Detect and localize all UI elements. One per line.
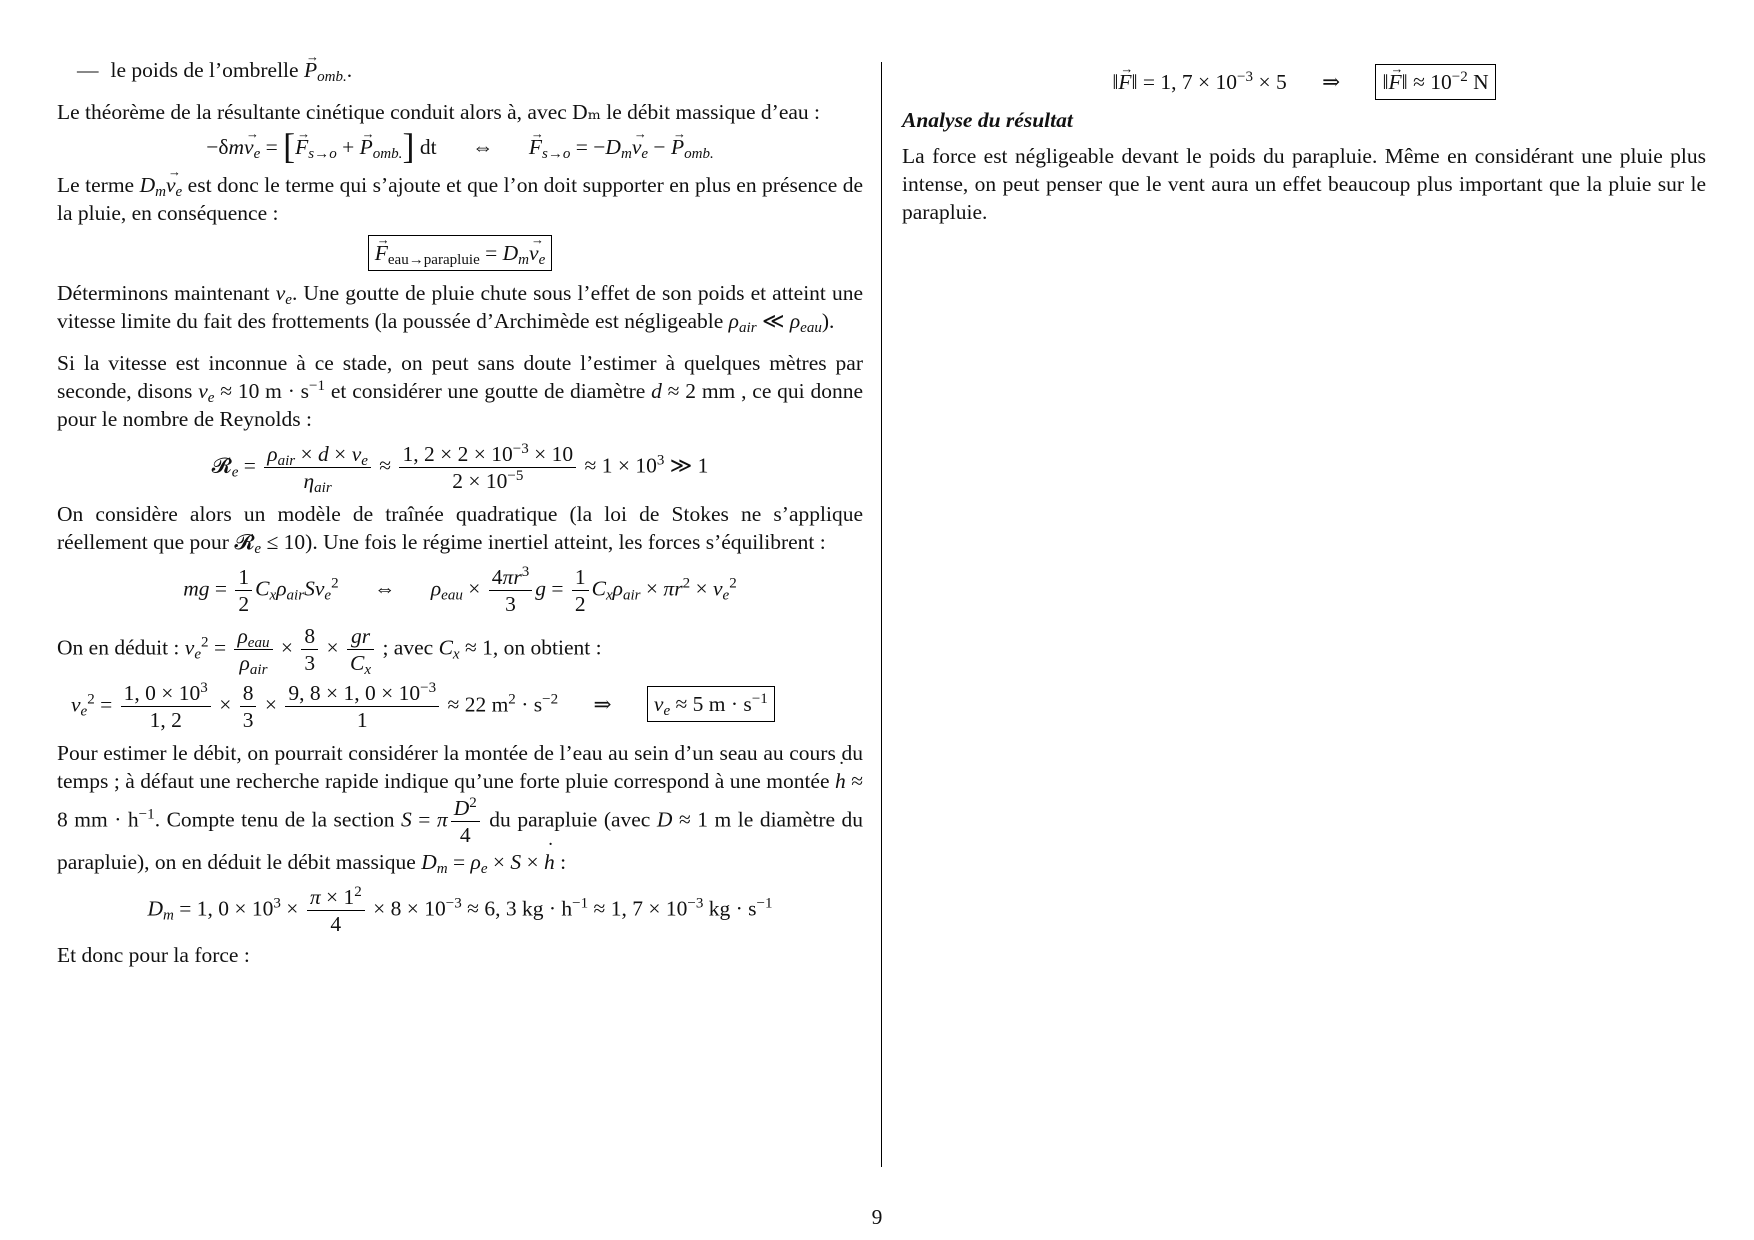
equation-vitesse-numerique: $v_e^2$ = $\frac{1, 0 \times 10^3}{1, 2}$ × $\frac{8}{3}$ × $\frac{9, 8 \times 1, 0 \times 10^{-3}}{1}$ ≈ 22 $m^2 \cdot s^{-2}$ ⇒ $v_e \approx 5$ $m \cdot s^{-1}$	[71, 680, 863, 733]
equation-resultante: $-\delta mv \to_e = [F \to_{s\to o} + P \to_{omb.}]$ dt ⇔ $F \to_{s\to o} = -D_mv \to_e - P \to_{omb.}$	[57, 132, 863, 161]
paragraph-debit: Pour estimer le débit, on pourrait considérer la montée de l’eau au sein d’un seau au cours du temps ; à défaut une recherche rapide indique qu’une forte pluie correspond à une montée h ˙ ≈ 8 mm · $h^{-1}$. Compte tenu de la section S = π $\frac{D^2}{4}$ du parapluie (avec D ≈ 1 m le diamètre du parapluie), on en déduit le débit massique $D_m = \rho_e \times S \times h$ ˙ :	[57, 739, 863, 876]
paragraph-deduit: On en déduit : $v_e^2$ = $\frac{\rho_{eau}}{\rho_{air}}$ × $\frac{8}{3}$ × $\frac{gr}{C_x}$ ; avec $C_x \approx 1$, on obtient :	[57, 624, 602, 678]
section-heading: Analyse du résultat	[902, 108, 1073, 132]
page-number: 9	[871, 1205, 883, 1229]
paragraph-vitesse: Si la vitesse est inconnue à ce stade, on peut sans doute l’estimer à quelques mètres par seconde, disons $v_e \approx 10$ $m \cdot s^{-1}$ et considérer une goutte de diamètre d ≈ 2 mm , ce qui donne pour le nombre de Reynolds :	[57, 351, 864, 431]
equation-equilibre: mg = $\frac{1}{2}$ $C_x\rho_{air}Sv_e^2$ ⇔ $\rho_{eau}$ × $\frac{4\pi r^3}{3}$ g = $\frac{1}{2}$ $C_x\rho_{air} \times \pi r^2 \times v_e^2$	[183, 564, 737, 616]
equation-force-finale: ‖F →‖ = 1, $7 \times 10^{-3} \times 5$ ⇒ ‖F →‖ ≈ $10^{-2}$ N	[902, 64, 1706, 100]
left-column	[57, 56, 863, 969]
paragraph-trainee: On considère alors un modèle de traînée quadratique (la loi de Stokes ne s’applique réellement que pour 𝓡$_e$ ≤ 10). Une fois le régime inertiel atteint, les forces s’équilibrent :	[57, 502, 863, 557]
paragraph-theoreme: Le théorème de la résultante cinétique conduit alors à, avec Dₘ le débit massique d’eau :	[57, 100, 820, 124]
equation-reynolds: 𝓡$_e$ = $\frac{\rho_{air} \times d \times v_e}{\eta_{air}}$ ≈ $\frac{1, 2 \times 2 \times 10^{-3} \times 10}{2 \times 10^{-5}}$ ≈ $1 \times 10^3$ ≫ 1	[211, 441, 709, 496]
list-item: — le poids de l’ombrelle $P \to_{omb.}$.	[57, 56, 863, 84]
column-divider	[881, 62, 882, 1167]
equation-debit-massique: $D_m = 1$, $0 \times 10^3$ × $\frac{\pi \times 1^2}{4}$ × $8 \times 10^{-3} \approx 6$, 3 kg · $h^{-1} \approx 1$, $7 \times 10^{-3}$ kg · $s^{-1}$	[147, 884, 773, 936]
paragraph-force: Et donc pour la force :	[57, 943, 250, 967]
paragraph-determinons: Déterminons maintenant $v_e$. Une goutte de pluie chute sous l’effet de son poids et atteint une vitesse limite du fait des frottements (la poussée d’Archimède est négligeable $\rho_{air}$ ≪ $\rho_{eau}$).	[57, 281, 864, 336]
paragraph-terme: Le terme $D_mv \to_e$ est donc le terme qui s’ajoute et que l’on doit supporter en plus en présence de la pluie, en conséquence :	[57, 171, 863, 227]
equation-force-eau-boxed: $F \to_{eau\to parapluie} = D_mv \to_e$	[57, 235, 863, 271]
right-column	[902, 60, 1706, 240]
paragraph-conclusion: La force est négligeable devant le poids du parapluie. Même en considérant une pluie plus intense, on peut penser que le vent aura un effet beaucoup plus important que la pluie sur le parapluie.	[902, 144, 1706, 224]
